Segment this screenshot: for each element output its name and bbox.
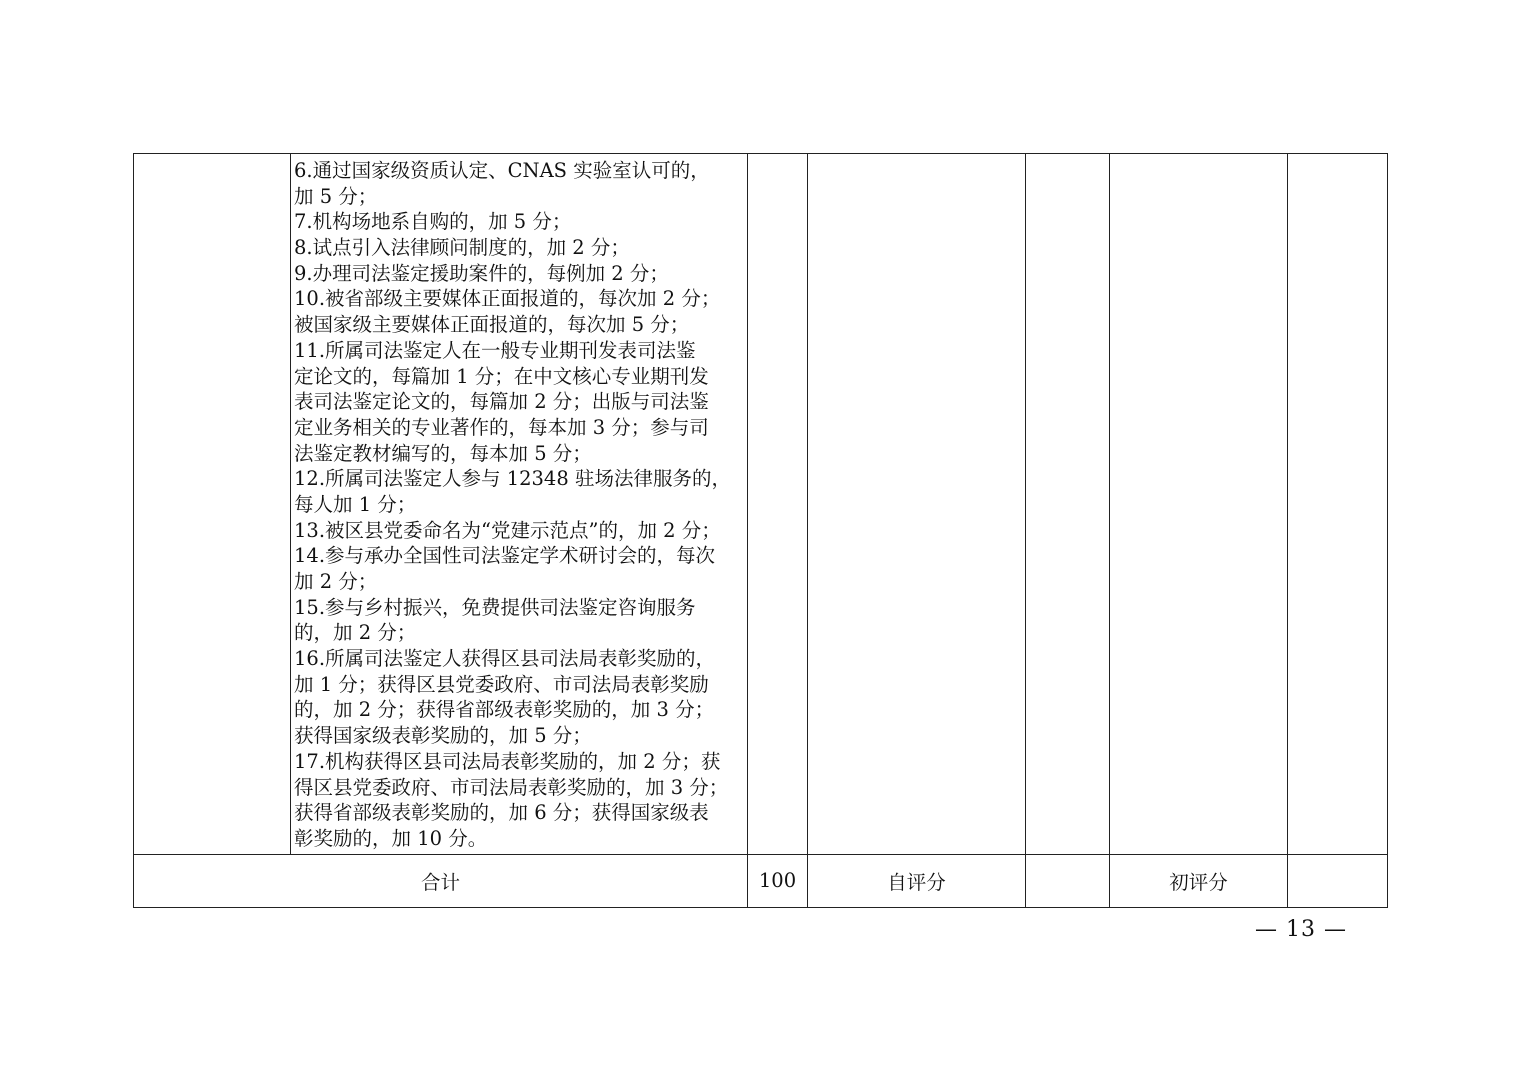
- self-score-cell: [1026, 154, 1110, 855]
- criteria-line: 17.机构获得区县司法局表彰奖励的，加 2 分；获: [294, 749, 721, 773]
- scoring-table: [133, 153, 1388, 908]
- criteria-line: 得区县党委政府、市司法局表彰奖励的，加 3 分；: [294, 775, 729, 799]
- criteria-cell: [291, 154, 748, 855]
- criteria-line: 每人加 1 分；: [294, 492, 417, 516]
- self-score-value: [1026, 854, 1110, 907]
- criteria-line: 13.被区县党委命名为“党建示范点”的，加 2 分；: [294, 518, 721, 542]
- criteria-line: 表司法鉴定论文的，每篇加 2 分；出版与司法鉴: [294, 390, 709, 414]
- criteria-line: 法鉴定教材编写的，每本加 5 分；: [294, 441, 592, 465]
- criteria-line: 10.被省部级主要媒体正面报道的，每次加 2 分；: [294, 287, 721, 311]
- initial-score-label: 初评分: [1110, 854, 1288, 907]
- criteria-line: 14.参与承办全国性司法鉴定学术研讨会的，每次: [294, 544, 716, 568]
- total-score: 100: [748, 854, 808, 907]
- initial-evaluation-cell: [1110, 154, 1288, 855]
- criteria-line: 12.所属司法鉴定人参与 12348 驻场法律服务的，: [294, 467, 731, 491]
- total-label: 合计: [134, 854, 748, 907]
- criteria-line: 9.办理司法鉴定援助案件的，每例加 2 分；: [294, 261, 669, 285]
- criteria-line: 彰奖励的，加 10 分。: [294, 826, 488, 850]
- total-row: [134, 854, 1388, 907]
- table-row: [134, 154, 1388, 855]
- criteria-line: 7.机构场地系自购的，加 5 分；: [294, 210, 572, 234]
- criteria-line: 6.通过国家级资质认定、CNAS 实验室认可的，: [294, 159, 710, 182]
- criteria-line: 加 2 分；: [294, 570, 378, 593]
- criteria-line: 获得国家级表彰奖励的，加 5 分；: [294, 724, 592, 748]
- criteria-line: 8.试点引入法律顾问制度的，加 2 分；: [294, 236, 630, 260]
- criteria-line: 加 5 分；: [294, 184, 378, 208]
- criteria-line: 16.所属司法鉴定人获得区县司法局表彰奖励的，: [294, 647, 716, 671]
- initial-score-cell: [1288, 154, 1388, 855]
- self-evaluation-cell: [808, 154, 1026, 855]
- criteria-line: 定论文的，每篇加 1 分；在中文核心专业期刊发: [294, 364, 709, 388]
- criteria-line: 被国家级主要媒体正面报道的，每次加 5 分；: [294, 313, 690, 337]
- points-cell: [748, 154, 808, 855]
- page-number: — 13 —: [1255, 917, 1347, 942]
- initial-score-value: [1288, 854, 1388, 907]
- criteria-line: 的，加 2 分；: [294, 621, 417, 645]
- criteria-line: 11.所属司法鉴定人在一般专业期刊发表司法鉴: [294, 338, 696, 362]
- criteria-line: 加 1 分；获得区县党委政府、市司法局表彰奖励: [294, 672, 709, 696]
- category-cell: [134, 154, 291, 855]
- criteria-line: 15.参与乡村振兴，免费提供司法鉴定咨询服务: [294, 595, 696, 619]
- criteria-line: 的，加 2 分；获得省部级表彰奖励的，加 3 分；: [294, 698, 715, 722]
- criteria-line: 定业务相关的专业著作的，每本加 3 分；参与司: [294, 415, 709, 439]
- self-score-label: 自评分: [808, 854, 1026, 907]
- criteria-line: 获得省部级表彰奖励的，加 6 分；获得国家级表: [294, 801, 709, 825]
